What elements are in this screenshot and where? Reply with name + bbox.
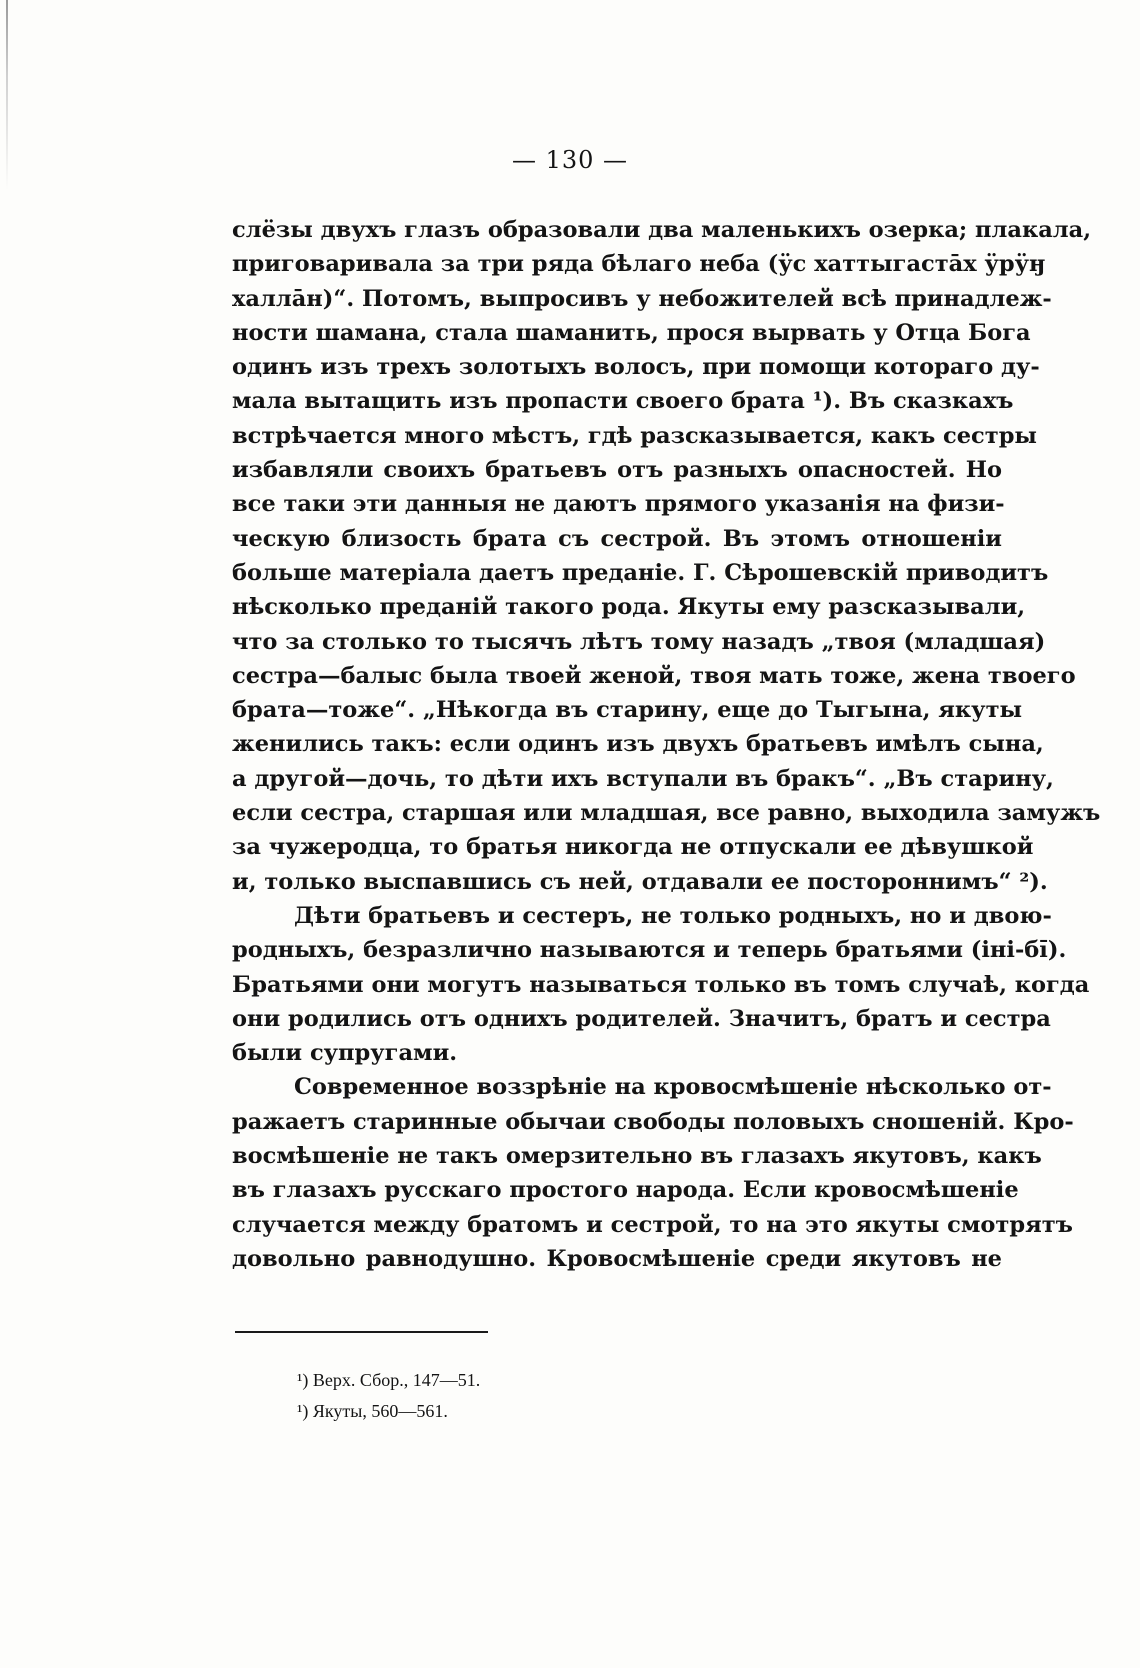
text-line: ражаетъ старинные обычаи свободы половыхъ сношеній. Кро-: [232, 1108, 1074, 1135]
body-text: [232, 213, 1101, 1276]
text-line: сестра—балыс была твоей женой, твоя мать тоже, жена твоего: [232, 662, 1076, 689]
text-line: мала вытащить изъ пропасти своего брата ¹). Въ сказкахъ: [232, 388, 1014, 415]
text-line: нѣсколько преданій такого рода. Якуты ему разсказывали,: [232, 594, 1026, 621]
footnotes: [297, 1365, 480, 1427]
text-line: за чужеродца, то братья никогда не отпускали ее дѣвушкой: [232, 834, 1034, 861]
text-line: если сестра, старшая или младшая, все равно, выходила замужъ: [232, 800, 1101, 827]
footnote-2: ¹) Якуты, 560—561.: [297, 1401, 448, 1421]
paragraph-end-line: были супругами.: [232, 1040, 458, 1067]
text-line: они родились отъ однихъ родителей. Значитъ, братъ и сестра: [232, 1005, 1051, 1032]
text-line: въ глазахъ русскаго простого народа. Если кровосмѣшеніе: [232, 1177, 1019, 1204]
text-line: женились такъ: если одинъ изъ двухъ братьевъ имѣлъ сына,: [232, 731, 1044, 758]
text-line: и, только выспавшись съ ней, отдавали ее постороннимъ“ ²).: [232, 868, 1048, 895]
text-line: случается между братомъ и сестрой, то на это якуты смотрятъ: [232, 1211, 1073, 1238]
text-line: Братьями они могутъ называться только въ томъ случаѣ, когда: [232, 971, 1090, 998]
page-number: — 130 —: [511, 146, 629, 174]
text-line: а другой—дочь, то дѣти ихъ вступали въ бракъ“. „Въ старину,: [232, 765, 1054, 792]
text-line: что за столько то тысячъ лѣтъ тому назадъ „твоя (младшая): [232, 628, 1046, 655]
text-line: ческую близость брата съ сестрой. Въ этомъ отношеніи: [232, 525, 1002, 552]
text-line: довольно равнодушно. Кровосмѣшеніе среди якутовъ не: [232, 1245, 1002, 1272]
paragraph-start-line: Дѣти братьевъ и сестеръ, не только родныхъ, но и двою-: [294, 902, 1052, 929]
text-line: восмѣшеніе не такъ омерзительно въ глазахъ якутовъ, какъ: [232, 1143, 1042, 1170]
text-line: ности шамана, стала шаманить, прося вырвать у Отца Бога: [232, 319, 1031, 346]
text-line: слёзы двухъ глазъ образовали два маленькихъ озерка; плакала,: [232, 217, 1092, 243]
footnote-divider: [235, 1331, 488, 1333]
text-line: больше матеріала даетъ преданіе. Г. Сѣрошевскій приводитъ: [232, 559, 1049, 586]
footnote-1: ¹) Верх. Сбор., 147—51.: [297, 1370, 481, 1390]
text-line: приговаривала за три ряда бѣлаго неба (ӱс хаттыгастāх ӱрӱӈ: [232, 251, 1046, 278]
text-line: встрѣчается много мѣстъ, гдѣ разсказывается, какъ сестры: [232, 422, 1037, 449]
text-line: избавляли своихъ братьевъ отъ разныхъ опасностей. Но: [232, 457, 1002, 484]
text-line: все таки эти данныя не даютъ прямого указанія на физи-: [232, 491, 1005, 518]
paragraph-start-line: Современное воззрѣніе на кровосмѣшеніе нѣсколько от-: [294, 1074, 1052, 1101]
text-line: брата—тоже“. „Нѣкогда въ старину, еще до Тыгына, якуты: [232, 697, 1023, 724]
text-line: одинъ изъ трехъ золотыхъ волосъ, при помощи котораго ду-: [232, 354, 1040, 381]
text-line: родныхъ, безразлично называются и теперь братьями (іні-бі̄).: [232, 937, 1067, 964]
text-line: халлāн)“. Потомъ, выпросивъ у небожителей всѣ принадлеж-: [232, 285, 1052, 312]
